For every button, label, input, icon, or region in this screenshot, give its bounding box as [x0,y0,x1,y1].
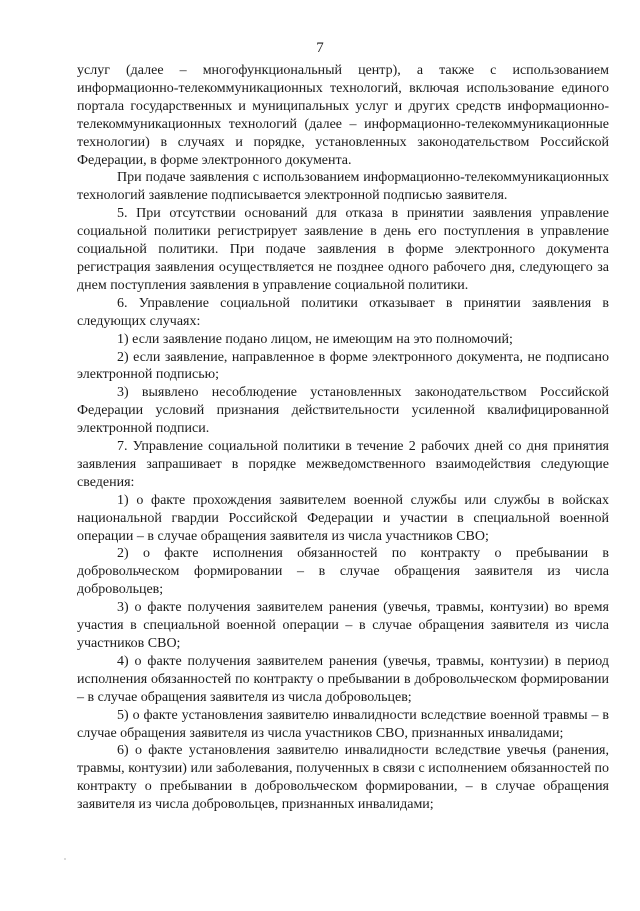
clause-6-item-2: 2) если заявление, направленное в форме электронного документа, не подписано электронной подписью; [77,349,609,383]
clause-7-item-3: 3) о факте получения заявителем ранения (увечья, травмы, контузии) во время участия в специальной военной операции – в случае обращения заявителя из числа участников СВО; [77,600,609,651]
clause-7-item-6: 6) о факте установления заявителю инвалидности вследствие увечья (ранения, травмы, контузии) или заболевания, полученных в связи с исполнением обязанностей по контракту о пребывании в добровольческом формировании, – в случае обращения заявителя из числа добровольцев, признанных инвалидами; [77,743,609,813]
paragraph-continuation: услуг (далее – многофункциональный центр), а также с использованием информационно-телекоммуникационных технологий, включая использование единого портала государственных и муниципальных услуг и других средств информационно-телекоммуникационных технологий (далее – информационно-телекоммуникационные технологии) в случаях и порядке, установленных законодательством Российской Федерации, в форме электронного документа. [77,63,609,168]
paragraph-electronic-signature: При подаче заявления с использованием информационно-телекоммуникационных технологий заявление подписывается электронной подписью заявителя. [77,170,609,204]
clause-6: 6. Управление социальной политики отказывает в принятии заявления в следующих случаях: [77,295,609,329]
clause-7-item-4: 4) о факте получения заявителем ранения (увечья, травмы, контузии) в период исполнения обязанностей по контракту о пребывании в добровольческом формировании – в случае обращения заявителя из числа добровольцев; [77,653,609,705]
clause-6-item-3: 3) выявлено несоблюдение установленных законодательством Российской Федерации условий признания действительности усиленной квалифицированной электронной подписи. [77,385,609,437]
scan-artifact [64,858,66,860]
page-number: 7 [316,40,324,56]
document-body [77,62,609,814]
clause-7-item-1: 1) о факте прохождения заявителем военной службы или службы в войсках национальной гвардии Российской Федерации и участии в специальной военной операции – в случае обращения заявителя из числа участников СВО; [77,492,609,544]
clause-5: 5. При отсутствии оснований для отказа в принятии заявления управление социальной политики регистрирует заявление в день его поступления в управление социальной политики. При подаче заявления в форме электронного документа регистрация заявления осуществляется не позднее одного рабочего дня, следующего за днем поступления заявления в управление социальной политики. [77,206,609,293]
clause-7: 7. Управление социальной политики в течение 2 рабочих дней со дня принятия заявления запрашивает в порядке межведомственного взаимодействия следующие сведения: [77,439,609,490]
clause-7-item-2: 2) о факте исполнения обязанностей по контракту о пребывании в добровольческом формировании – в случае обращения заявителя из числа добровольцев; [77,546,609,598]
clause-7-item-5: 5) о факте установления заявителю инвалидности вследствие военной травмы – в случае обращения заявителя из числа участников СВО, признанных инвалидами; [77,707,609,741]
clause-6-item-1: 1) если заявление подано лицом, не имеющим на это полномочий; [117,331,513,347]
